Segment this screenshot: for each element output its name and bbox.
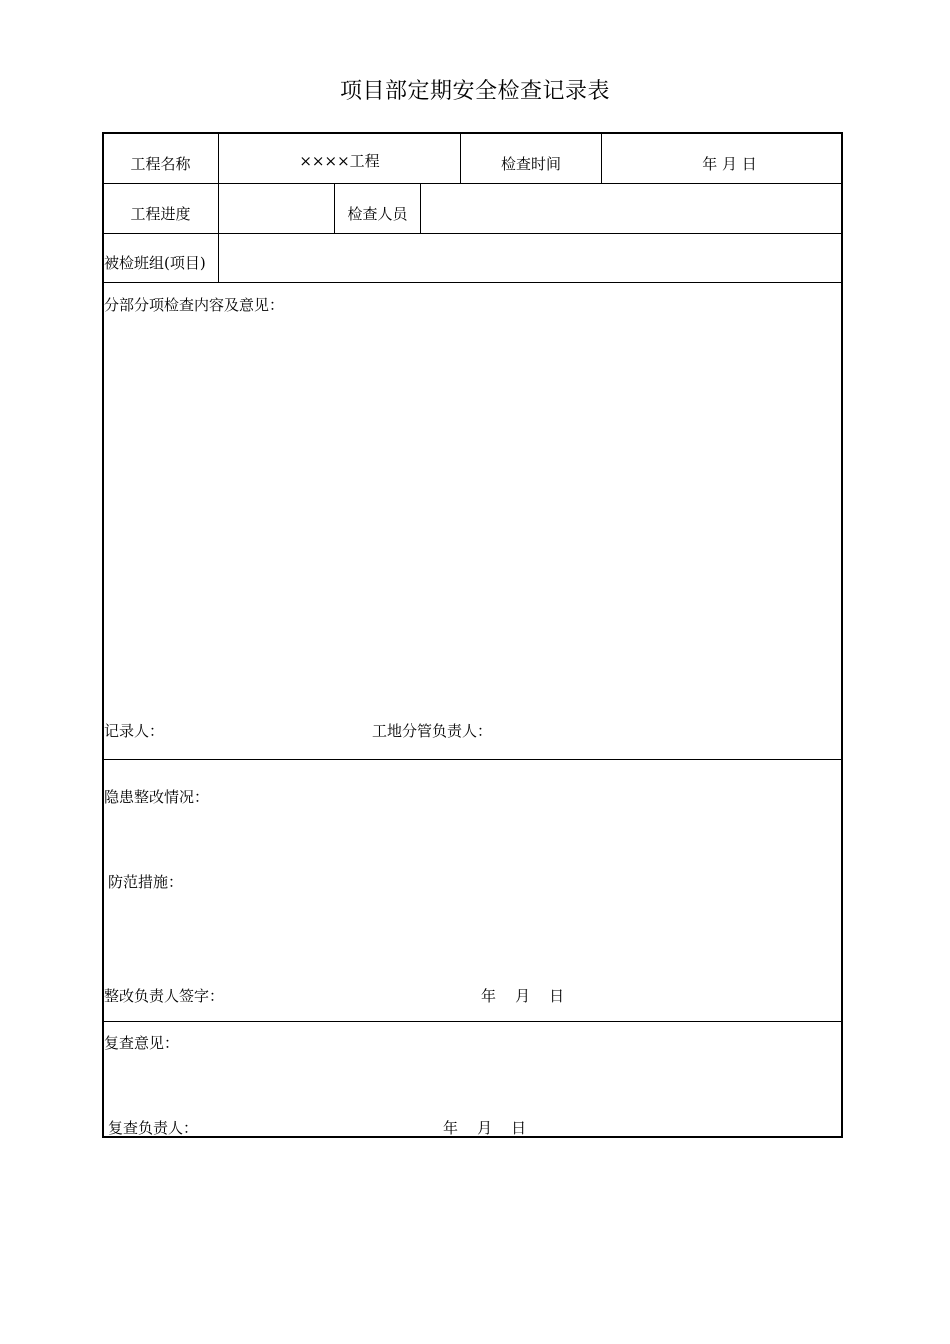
- rectification-signature-label: 整改负责人签字：: [104, 987, 225, 1005]
- col-divider-row2-right: [420, 184, 421, 233]
- recorder-label: 记录人：: [104, 722, 165, 740]
- content-opinion-label: 分部分项检查内容及意见：: [104, 296, 285, 314]
- row-divider-1: [102, 183, 843, 184]
- review-date: 年 月 日: [443, 1119, 527, 1137]
- inspectors-label: 检查人员: [347, 205, 408, 223]
- page-title: 项目部定期安全检查记录表: [339, 79, 610, 104]
- section-divider-rectification: [102, 1021, 843, 1022]
- progress-label: 工程进度: [130, 205, 191, 223]
- row-divider-2: [102, 233, 843, 234]
- team-label: 被检班组(项目): [104, 254, 206, 272]
- project-name-label: 工程名称: [130, 155, 191, 173]
- section-divider-content: [102, 759, 843, 760]
- inspection-time-value[interactable]: 年 月 日: [702, 155, 757, 173]
- rectification-date: 年 月 日: [481, 987, 565, 1005]
- project-name-value[interactable]: ××××工程: [299, 152, 380, 170]
- site-manager-label: 工地分管负责人：: [372, 722, 493, 740]
- review-opinion-label: 复查意见：: [104, 1034, 180, 1052]
- inspection-time-label: 检查时间: [500, 155, 561, 173]
- hazard-rectification-label: 隐患整改情况：: [104, 788, 210, 806]
- preventive-measures-label: 防范措施：: [108, 873, 184, 891]
- reviewer-label: 复查负责人：: [108, 1119, 199, 1137]
- row-divider-3: [102, 282, 843, 283]
